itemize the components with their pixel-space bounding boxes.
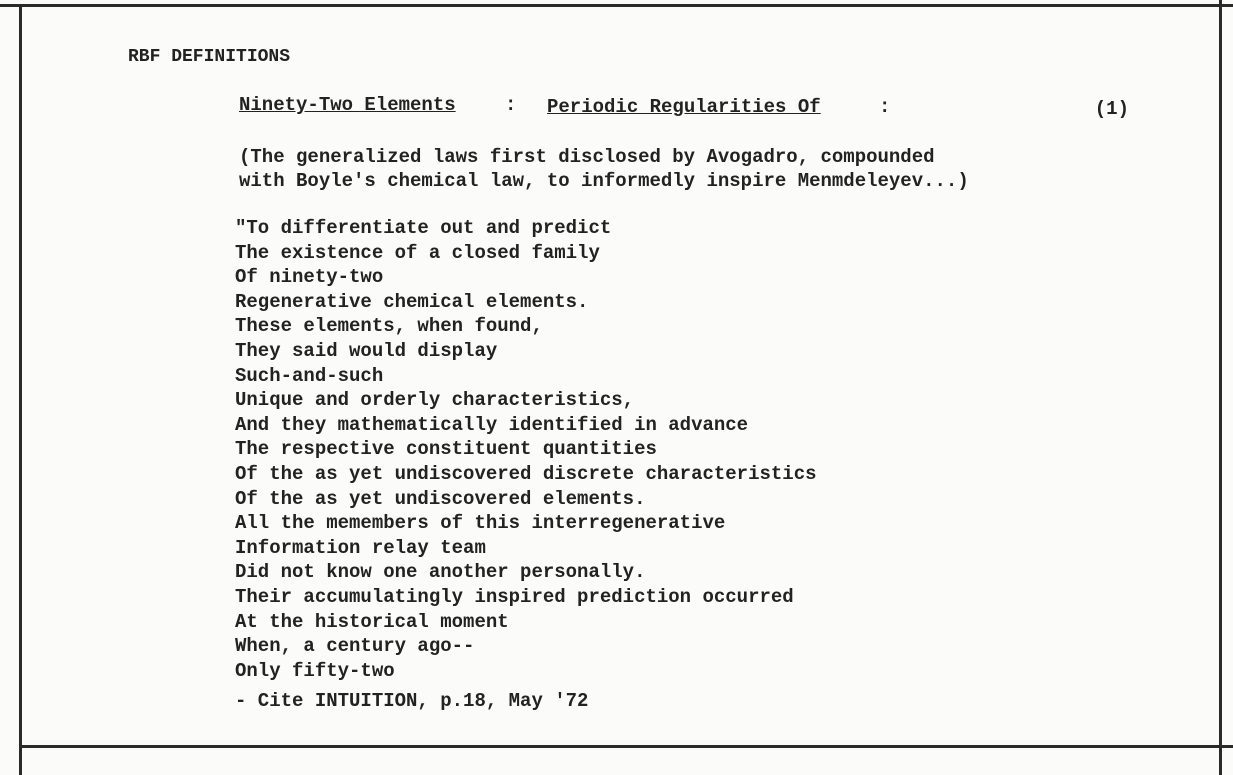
quote-line: All the memembers of this interregenerative [235, 512, 726, 535]
intro-line: (The generalized laws first disclosed by Avogadro, compounded [239, 146, 935, 168]
quote-line: Did not know one another personally. [235, 561, 646, 584]
card-border-top [0, 4, 1233, 7]
quote-line: "To differentiate out and predict [235, 217, 612, 239]
quote-line: The existence of a closed family [235, 241, 600, 264]
quote-line: Only fifty-two [235, 659, 395, 682]
quote-line: Their accumulatingly inspired prediction occurred [235, 585, 794, 608]
quote-line: The respective constituent quantities [235, 438, 657, 461]
quote-line: Such-and-such [235, 364, 384, 387]
card-border-bottom [19, 745, 1233, 748]
quote-line: Of the as yet undiscovered elements. [235, 487, 646, 510]
quote-line: Of the as yet undiscovered discrete characteristics [235, 462, 817, 485]
quote-line: These elements, when found, [235, 315, 543, 338]
quote-line: At the historical moment [235, 610, 509, 633]
entry-subtitle: Periodic Regularities Of [547, 96, 821, 118]
quote-line: Regenerative chemical elements. [235, 290, 589, 313]
quote-block [235, 216, 817, 683]
quote-line: Information relay team [235, 536, 486, 559]
quote-line: And they mathematically identified in advance [235, 413, 749, 436]
card-border-right [1219, 0, 1222, 775]
quote-line: Unique and orderly characteristics, [235, 389, 635, 412]
entry-title [239, 94, 456, 116]
entry-number: (1) [1094, 98, 1129, 120]
entry-title-colon: : [505, 94, 517, 116]
intro-line: with Boyle's chemical law, to informedly inspire Menmdeleyev...) [239, 170, 969, 192]
quote-line: Of ninety-two [235, 266, 384, 289]
intro-paragraph [239, 145, 969, 193]
entry-subtitle-colon: : [879, 96, 891, 118]
card-border-left [19, 4, 22, 775]
citation: - Cite INTUITION, p.18, May '72 [235, 690, 589, 712]
quote-line: When, a century ago-- [235, 635, 475, 658]
entry-title-text: Ninety-Two Elements [239, 94, 456, 116]
card-header: RBF DEFINITIONS [128, 47, 291, 67]
quote-line: They said would display [235, 339, 498, 362]
